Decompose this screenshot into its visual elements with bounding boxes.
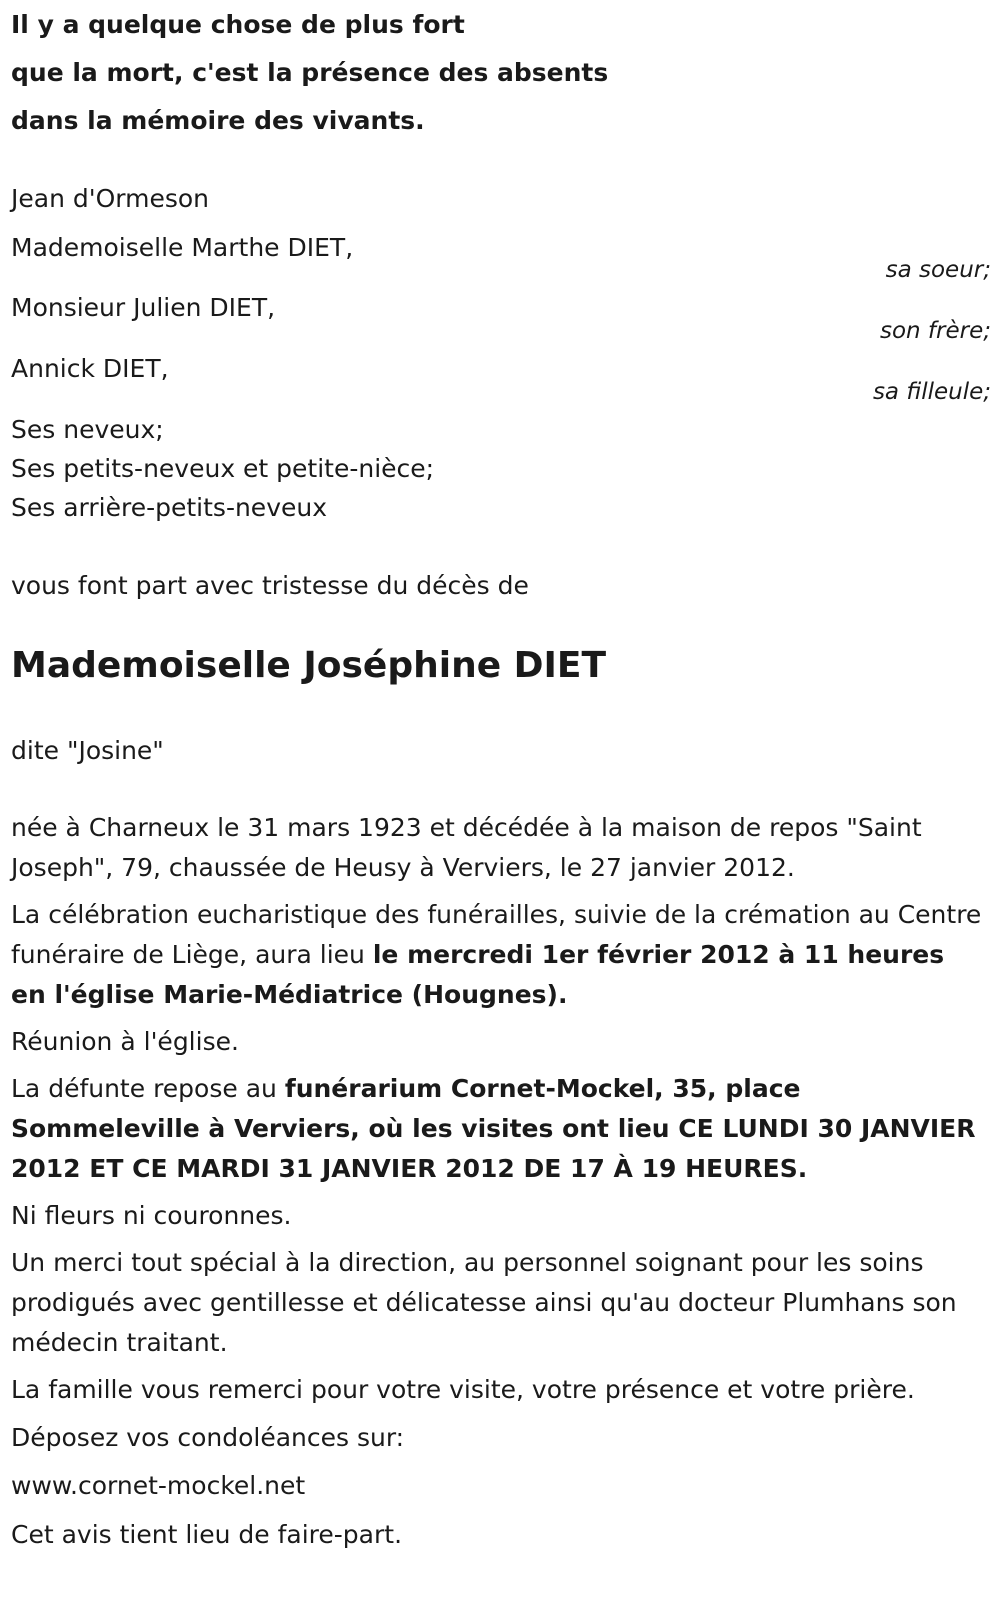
condolences-label: Déposez vos condoléances sur:: [11, 1423, 405, 1452]
relatives-line: Ses petits-neveux et petite-nièce;: [11, 454, 435, 483]
ceremony-paragraph: [11, 895, 986, 1015]
repose-paragraph: [11, 1069, 986, 1189]
relatives-line: Ses neveux;: [11, 415, 164, 444]
closing-text: Cet avis tient lieu de faire-part.: [11, 1520, 403, 1549]
quote-line-2: que la mort, c'est la présence des absents: [11, 58, 609, 87]
website-link[interactable]: www.cornet-mockel.net: [11, 1471, 306, 1500]
ceremony-text: La célébration eucharistique des funérailles, suivie de la crémation au Centre funéraire de Liège, aura lieu: [11, 900, 982, 969]
repose-details: funérarium Cornet-Mockel, 35, place Sommeleville à Verviers, où les visites ont lieu CE LUNDI 30 JANVIER 2012 ET CE MARDI 31 JANVIER 2012 DE 17 À 19 HEURES.: [11, 1074, 976, 1183]
family-member-relation: son frère;: [879, 318, 991, 344]
family-member-relation: sa filleule;: [872, 379, 991, 405]
no-flowers-text: Ni fleurs ni couronnes.: [11, 1201, 292, 1230]
relatives-line: Ses arrière-petits-neveux: [11, 493, 328, 522]
family-member-name: Monsieur Julien DIET,: [11, 293, 276, 322]
family-member-name: Annick DIET,: [11, 354, 169, 383]
deceased-name: Mademoiselle Joséphine DIET: [11, 645, 607, 686]
ceremony-details: le mercredi 1er février 2012 à 11 heures en l'église Marie-Médiatrice (Hougnes).: [11, 940, 945, 1009]
quote-line-1: Il y a quelque chose de plus fort: [11, 10, 465, 39]
thanks-text: Un merci tout spécial à la direction, au personnel soignant pour les soins prodigués avec gentillesse et délicatesse ainsi qu'au docteur Plumhans son médecin traitant.: [11, 1248, 957, 1357]
deceased-nickname: dite "Josine": [11, 736, 164, 765]
birth-death-text: née à Charneux le 31 mars 1923 et décédée à la maison de repos "Saint Joseph", 79, chaussée de Heusy à Verviers, le 27 janvier 2012.: [11, 813, 922, 882]
quote-line-3: dans la mémoire des vivants.: [11, 106, 425, 135]
announcement-text: vous font part avec tristesse du décès de: [11, 571, 529, 600]
family-member-name: Mademoiselle Marthe DIET,: [11, 233, 354, 262]
family-thanks-text: La famille vous remerci pour votre visite, votre présence et votre prière.: [11, 1375, 915, 1404]
meeting-text: Réunion à l'église.: [11, 1027, 239, 1056]
quote-author: Jean d'Ormeson: [11, 184, 210, 213]
family-member-relation: sa soeur;: [885, 257, 991, 283]
repose-text: La défunte repose au: [11, 1074, 285, 1103]
